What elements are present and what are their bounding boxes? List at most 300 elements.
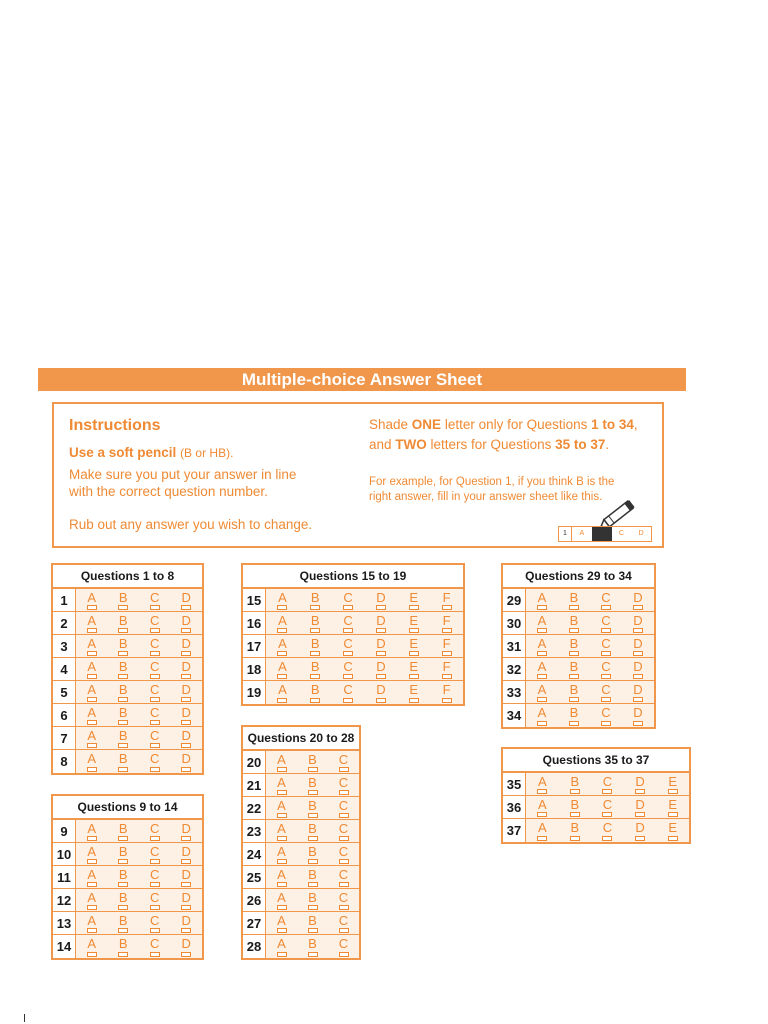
answer-bubble[interactable]: B [305,866,321,888]
answer-bubble[interactable]: D [630,704,646,727]
answer-bubble[interactable]: A [84,681,100,703]
answer-bubble[interactable]: B [567,819,583,842]
question-number: 16 [243,612,266,634]
answer-bubble[interactable]: B [115,750,131,773]
answer-options [76,750,202,773]
question-row [53,589,202,612]
answer-bubble[interactable]: C [147,704,163,726]
answer-bubble[interactable]: A [534,704,550,727]
question-row [53,681,202,704]
question-row [243,612,463,635]
answer-bubble[interactable]: B [305,751,321,773]
answer-bubble[interactable]: D [632,773,648,795]
answer-bubble[interactable]: B [566,612,582,634]
answer-bubble[interactable]: A [84,589,100,611]
answer-bubble[interactable]: A [274,612,290,634]
shade-two-instruction [369,435,609,455]
question-number: 21 [243,774,266,796]
question-number: 23 [243,820,266,842]
question-number: 17 [243,635,266,657]
question-row [503,796,689,819]
answer-bubble[interactable]: C [599,773,615,795]
answer-bubble[interactable]: C [336,843,352,865]
answer-options [526,589,654,611]
shade-one-bold: ONE [411,417,442,432]
answer-options [526,658,654,680]
answer-bubble[interactable]: B [115,843,131,865]
answer-options [526,819,689,842]
answer-bubble[interactable]: C [147,727,163,749]
question-row [503,704,654,727]
answer-bubble[interactable]: B [567,773,583,795]
answer-bubble[interactable]: B [115,589,131,611]
answer-bubble[interactable]: C [598,658,614,680]
question-row [53,635,202,658]
question-number: 19 [243,681,266,704]
answer-bubble[interactable]: B [566,589,582,611]
answer-options [266,866,359,888]
question-row [53,704,202,727]
question-group-header: Questions 29 to 34 [503,565,654,589]
answer-options [76,866,202,888]
question-group-29-to-34 [501,563,656,729]
example-line-2: right answer, fill in your answer sheet like this. [369,490,603,503]
question-row [53,612,202,635]
answer-bubble[interactable]: C [147,635,163,657]
answer-bubble[interactable]: B [307,681,323,704]
answer-bubble[interactable]: C [147,820,163,842]
question-number: 8 [53,750,76,773]
rub-out-instruction: Rub out any answer you wish to change. [69,517,313,532]
answer-bubble[interactable]: B [305,774,321,796]
pencil-instruction [69,444,233,462]
answer-bubble[interactable]: B [307,635,323,657]
answer-bubble[interactable]: C [599,796,615,818]
question-row [243,751,359,774]
question-number: 1 [53,589,76,611]
answer-bubble[interactable]: B [566,681,582,703]
answer-bubble[interactable]: E [406,612,422,634]
answer-bubble[interactable]: B [567,796,583,818]
answer-bubble[interactable]: C [598,635,614,657]
question-row [243,797,359,820]
answer-bubble[interactable]: B [115,866,131,888]
answer-bubble[interactable]: D [178,704,194,726]
answer-options [266,612,463,634]
answer-options [266,820,359,842]
example-answer-strip [558,526,652,542]
question-group-header: Questions 1 to 8 [53,565,202,589]
answer-bubble[interactable]: C [147,750,163,773]
question-row [53,866,202,889]
question-row [243,635,463,658]
answer-bubble[interactable]: C [147,912,163,934]
answer-bubble[interactable]: C [147,889,163,911]
answer-bubble[interactable]: B [115,704,131,726]
answer-options [266,797,359,819]
example-strip-option: C [618,530,624,537]
question-number: 6 [53,704,76,726]
answer-bubble[interactable]: C [147,935,163,958]
answer-options [526,612,654,634]
answer-bubble[interactable]: D [630,658,646,680]
question-row [53,750,202,773]
question-number: 14 [53,935,76,958]
question-number: 25 [243,866,266,888]
answer-bubble[interactable]: B [115,612,131,634]
answer-bubble[interactable]: F [439,589,455,611]
question-group-35-to-37 [501,747,691,844]
answer-bubble[interactable]: D [373,658,389,680]
answer-options [76,889,202,911]
answer-bubble[interactable]: C [599,819,615,842]
answer-bubble[interactable]: B [307,658,323,680]
shade-one-pre: Shade [369,417,412,432]
answer-bubble[interactable]: B [307,589,323,611]
answer-options [266,889,359,911]
answer-options [526,635,654,657]
answer-bubble[interactable]: C [336,774,352,796]
answer-options [266,935,359,958]
answer-bubble[interactable]: A [534,681,550,703]
question-row [243,889,359,912]
answer-bubble[interactable]: D [178,589,194,611]
answer-bubble[interactable]: C [147,612,163,634]
shade-two-pre: and [369,437,396,452]
question-number: 11 [53,866,76,888]
answer-options [266,635,463,657]
answer-bubble[interactable]: C [147,589,163,611]
answer-bubble[interactable]: C [147,843,163,865]
question-group-header: Questions 20 to 28 [243,727,359,751]
question-group-header: Questions 9 to 14 [53,796,202,820]
answer-bubble[interactable]: C [336,820,352,842]
answer-bubble[interactable]: A [534,796,550,818]
answer-bubble[interactable]: A [84,889,100,911]
answer-bubble[interactable]: C [336,866,352,888]
answer-bubble[interactable]: B [115,912,131,934]
question-number: 31 [503,635,526,657]
answer-bubble[interactable]: D [178,727,194,749]
answer-options [526,773,689,795]
answer-bubble[interactable]: C [598,589,614,611]
answer-options [526,681,654,703]
answer-options [76,912,202,934]
example-strip-option: D [638,530,644,537]
question-row [53,843,202,866]
question-row [53,658,202,681]
shade-one-end: , [633,417,638,432]
answer-bubble[interactable]: A [274,935,290,958]
answer-bubble[interactable]: A [534,589,550,611]
answer-options [76,635,202,657]
answer-options [526,796,689,818]
answer-options [266,843,359,865]
page-edge-mark [24,1014,25,1022]
question-number: 29 [503,589,526,611]
answer-bubble[interactable]: A [84,843,100,865]
question-row [53,912,202,935]
answer-bubble[interactable]: B [115,635,131,657]
question-number: 9 [53,820,76,842]
answer-bubble[interactable]: C [340,612,356,634]
question-number: 22 [243,797,266,819]
answer-bubble[interactable]: B [115,727,131,749]
answer-options [76,681,202,703]
answer-bubble[interactable]: F [439,612,455,634]
answer-bubble[interactable]: A [274,635,290,657]
answer-bubble[interactable]: A [274,751,290,773]
answer-bubble[interactable]: E [665,796,681,818]
answer-bubble[interactable]: A [84,912,100,934]
question-number: 37 [503,819,526,842]
answer-bubble[interactable]: D [630,612,646,634]
question-number: 30 [503,612,526,634]
answer-options [76,727,202,749]
answer-bubble[interactable]: D [632,819,648,842]
question-number: 4 [53,658,76,680]
answer-bubble[interactable]: B [305,912,321,934]
shade-one-mid: letter only for Questions [441,417,592,432]
answer-options [76,820,202,842]
question-row [53,820,202,843]
answer-bubble[interactable]: B [305,935,321,958]
answer-bubble[interactable]: F [439,635,455,657]
answer-bubble[interactable]: D [373,612,389,634]
answer-bubble[interactable]: A [84,612,100,634]
answer-bubble[interactable]: D [178,820,194,842]
question-number: 35 [503,773,526,795]
answer-bubble[interactable]: B [115,935,131,958]
answer-bubble[interactable]: D [178,612,194,634]
answer-options [266,658,463,680]
question-row [243,774,359,797]
answer-bubble[interactable]: B [115,658,131,680]
pencil-instruction-bold: Use a soft pencil [69,445,177,460]
answer-bubble[interactable]: A [274,658,290,680]
answer-bubble[interactable]: D [178,843,194,865]
question-group-20-to-28 [241,725,361,960]
question-number: 27 [243,912,266,934]
answer-bubble[interactable]: A [84,866,100,888]
question-group-header: Questions 35 to 37 [503,749,689,773]
question-number: 24 [243,843,266,865]
answer-bubble[interactable]: C [336,889,352,911]
question-number: 36 [503,796,526,818]
answer-bubble[interactable]: D [178,889,194,911]
question-row [243,681,463,704]
answer-bubble[interactable]: D [178,866,194,888]
shade-one-range: 1 to 34 [591,417,634,432]
answer-options [76,612,202,634]
answer-bubble[interactable]: B [307,612,323,634]
question-row [503,681,654,704]
question-row [243,589,463,612]
question-row [503,658,654,681]
answer-bubble[interactable]: A [534,819,550,842]
answer-bubble[interactable]: A [274,866,290,888]
answer-bubble[interactable]: F [439,658,455,680]
answer-bubble[interactable]: B [305,820,321,842]
answer-bubble[interactable]: A [84,704,100,726]
question-row [243,866,359,889]
answer-bubble[interactable]: D [373,681,389,704]
question-row [503,612,654,635]
answer-bubble[interactable]: C [598,681,614,703]
answer-bubble[interactable]: A [84,727,100,749]
question-row [243,658,463,681]
question-group-header: Questions 15 to 19 [243,565,463,589]
answer-bubble[interactable]: C [598,612,614,634]
page-title: Multiple-choice Answer Sheet [38,368,686,391]
question-number: 5 [53,681,76,703]
answer-bubble[interactable]: C [336,751,352,773]
answer-bubble[interactable]: E [406,635,422,657]
answer-bubble[interactable]: A [534,612,550,634]
question-number: 32 [503,658,526,680]
answer-bubble[interactable]: A [274,889,290,911]
question-row [503,819,689,842]
answer-bubble[interactable]: E [665,819,681,842]
question-number: 13 [53,912,76,934]
shade-two-bold: TWO [395,437,427,452]
answer-bubble[interactable]: C [340,635,356,657]
answer-bubble[interactable]: B [305,843,321,865]
question-group-1-to-8 [51,563,204,775]
answer-bubble[interactable]: C [336,935,352,958]
answer-options [76,658,202,680]
question-number: 3 [53,635,76,657]
example-strip-number: 1 [559,527,572,541]
answer-bubble[interactable]: C [340,589,356,611]
question-number: 20 [243,751,266,773]
pencil-instruction-rest: (B or HB). [180,446,234,460]
answer-bubble[interactable]: A [84,935,100,958]
answer-options [76,935,202,958]
answer-bubble[interactable]: A [274,843,290,865]
answer-bubble[interactable]: A [534,658,550,680]
answer-bubble[interactable]: B [566,704,582,727]
answer-bubble[interactable]: A [274,797,290,819]
answer-line-instruction-1: Make sure you put your answer in line [69,467,297,482]
answer-bubble[interactable]: E [406,681,422,704]
answer-bubble[interactable]: A [274,820,290,842]
example-line-1: For example, for Question 1, if you think B is the [369,476,615,488]
answer-bubble[interactable]: E [406,658,422,680]
answer-bubble[interactable]: C [147,658,163,680]
answer-bubble[interactable]: A [274,681,290,704]
answer-bubble[interactable]: D [373,635,389,657]
answer-options [76,589,202,611]
question-group-15-to-19 [241,563,465,706]
answer-options [266,751,359,773]
answer-bubble[interactable]: A [534,773,550,795]
question-row [53,935,202,958]
answer-bubble[interactable]: A [84,820,100,842]
answer-options [266,912,359,934]
question-row [243,935,359,958]
question-number: 7 [53,727,76,749]
answer-bubble[interactable]: B [566,658,582,680]
answer-bubble[interactable]: A [274,589,290,611]
shade-two-mid: letters for Questions [426,437,556,452]
question-row [503,589,654,612]
question-row [53,889,202,912]
instructions-box [52,402,664,548]
instructions-heading: Instructions [69,417,161,434]
answer-bubble[interactable]: B [115,681,131,703]
question-row [53,727,202,750]
answer-bubble[interactable]: A [274,912,290,934]
answer-bubble[interactable]: C [340,681,356,704]
answer-bubble[interactable]: D [630,635,646,657]
answer-bubble[interactable]: E [406,589,422,611]
answer-bubble[interactable]: D [178,681,194,703]
answer-bubble[interactable]: D [630,681,646,703]
answer-line-instruction-2: with the correct question number. [69,484,268,499]
answer-bubble[interactable]: B [566,635,582,657]
question-row [503,773,689,796]
shade-two-end: . [605,437,610,452]
answer-bubble[interactable]: B [115,820,131,842]
answer-bubble[interactable]: D [178,635,194,657]
answer-bubble[interactable]: C [147,681,163,703]
answer-bubble[interactable]: E [665,773,681,795]
answer-bubble[interactable]: D [178,912,194,934]
answer-bubble[interactable]: A [534,635,550,657]
question-number: 15 [243,589,266,611]
question-number: 12 [53,889,76,911]
answer-bubble[interactable]: A [84,635,100,657]
answer-bubble[interactable]: D [178,658,194,680]
question-number: 2 [53,612,76,634]
answer-bubble[interactable]: C [598,704,614,727]
answer-bubble[interactable]: A [84,658,100,680]
question-number: 34 [503,704,526,727]
answer-bubble[interactable]: C [340,658,356,680]
answer-bubble[interactable]: B [305,889,321,911]
question-number: 28 [243,935,266,958]
answer-bubble[interactable]: C [147,866,163,888]
answer-bubble[interactable]: D [178,935,194,958]
answer-bubble[interactable]: B [115,889,131,911]
answer-bubble[interactable]: C [336,797,352,819]
example-strip-option: B [592,527,612,541]
question-row [503,635,654,658]
question-group-9-to-14 [51,794,204,960]
answer-bubble[interactable]: D [630,589,646,611]
answer-bubble[interactable]: A [84,750,100,773]
question-row [243,843,359,866]
answer-bubble[interactable]: A [274,774,290,796]
shade-two-range: 35 to 37 [555,437,606,452]
answer-bubble[interactable]: C [336,912,352,934]
answer-bubble[interactable]: D [373,589,389,611]
answer-bubble[interactable]: B [305,797,321,819]
answer-bubble[interactable]: D [632,796,648,818]
answer-bubble[interactable]: D [178,750,194,773]
question-number: 10 [53,843,76,865]
question-number: 26 [243,889,266,911]
answer-options [76,843,202,865]
question-row [243,912,359,935]
shade-one-instruction [369,415,638,435]
answer-options [526,704,654,727]
answer-bubble[interactable]: F [439,681,455,704]
answer-options [76,704,202,726]
question-number: 33 [503,681,526,703]
answer-options [266,589,463,611]
